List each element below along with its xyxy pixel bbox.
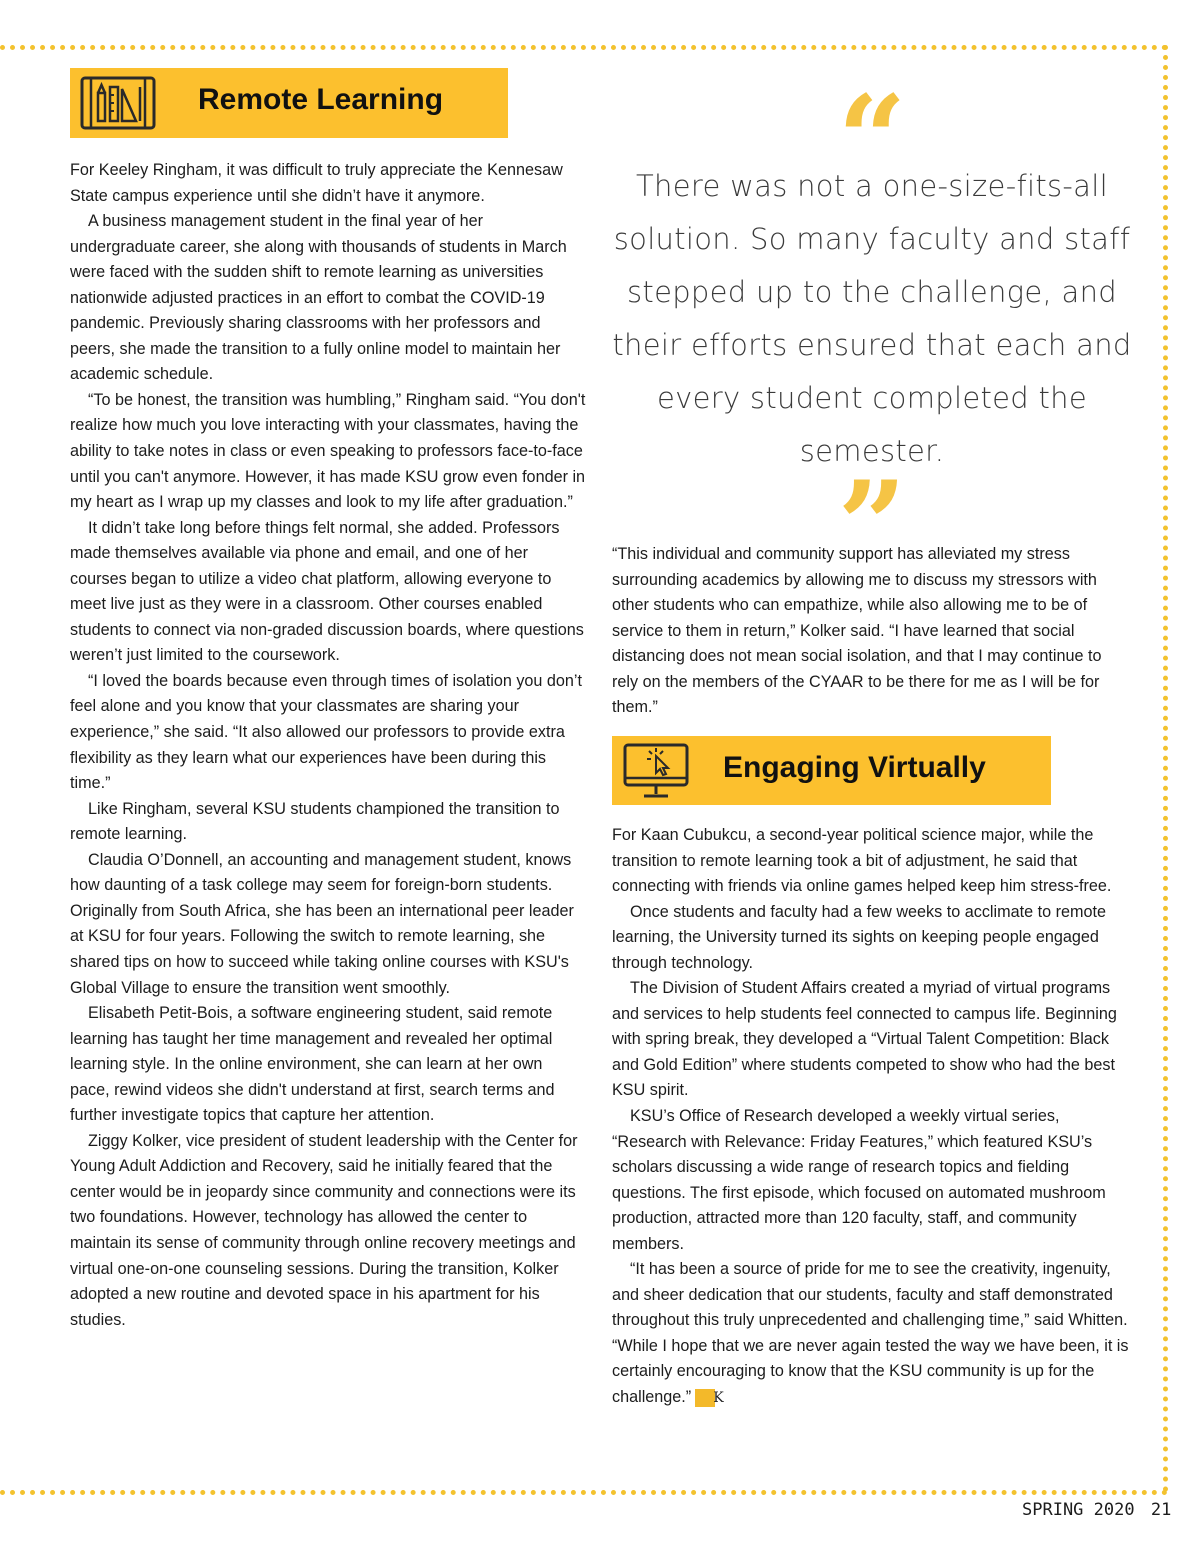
- page-number: 21: [1150, 1500, 1172, 1520]
- paragraph: “This individual and community support has alleviated my stress surrounding academics by allowing me to discuss my stressors with other students who can empathize, while also allowing me to be of service to them in return,” Kolker said. “I have learned that social distancing does not mean social isolation, and that I may continue to rely on the members of the CYAAR to be there for me as I will be for them.”: [612, 545, 1102, 717]
- paragraph: [612, 1257, 1132, 1410]
- left-column-text: [70, 158, 586, 1333]
- paragraph: For Kaan Cubukcu, a second-year political science major, while the transition to remote learning took a bit of adjustment, he said that connecting with friends via online games helped keep him stress-free.: [612, 826, 1112, 896]
- monitor-cursor-icon: [622, 742, 690, 802]
- paragraph: The Division of Student Affairs created a myriad of virtual programs and services to help students feel connected to campus life. Beginning with spring break, they developed a “Virtual Talent Competition: Black and Gold Edition” where students competed to show who had the best KSU spirit.: [612, 979, 1117, 1100]
- continued-text: [612, 542, 1132, 721]
- dotted-border-right: [1163, 45, 1168, 1493]
- issue-label: SPRING 2020: [1022, 1500, 1135, 1520]
- dotted-border-top: [0, 45, 1168, 50]
- remote-learning-banner: [70, 68, 508, 138]
- remote-learning-title: Remote Learning: [198, 83, 444, 116]
- paragraph: Once students and faculty had a few weeks to acclimate to remote learning, the University turned its sights on keeping people engaged through technology.: [612, 902, 1106, 972]
- ksu-end-mark-icon: K: [695, 1389, 715, 1407]
- paragraph: “I loved the boards because even through times of isolation you don’t feel alone and you know that your classmates are sharing your experience,” she said. “It also allowed our professors to provide extra flexibility as they learn what our experiences have been during this time.”: [70, 671, 583, 793]
- engaging-virtually-banner: [612, 736, 1051, 805]
- right-column-text: [612, 823, 1132, 1411]
- paragraph: Ziggy Kolker, vice president of student leadership with the Center for Young Adult Addiction and Recovery, said he initially feared that the center would be in jeopardy since community and connections were its two foundations. However, technology has allowed the center to maintain its sense of community through online recovery meetings and virtual one-on-one counseling sessions. During the transition, Kolker adopted a new routine and devoted space in his apartment for his studies.: [70, 1131, 578, 1329]
- open-quote-mark: “: [837, 69, 907, 210]
- paragraph: For Keeley Ringham, it was difficult to truly appreciate the Kennesaw State campus experience until she didn’t have it anymore.: [70, 161, 563, 205]
- engaging-virtually-title: Engaging Virtually: [723, 751, 986, 784]
- final-paragraph-text: “It has been a source of pride for me to see the creativity, ingenuity, and sheer dedication that our students, faculty and staff demonstrated throughout this truly unprecedented and challenging time,” said Whitten. “While I hope that we are never again tested the way we have been, it is certainly encouraging to know that the KSU community is up for the challenge.”: [612, 1260, 1129, 1407]
- pull-quote: [608, 69, 1136, 596]
- paragraph: Like Ringham, several KSU students championed the transition to remote learning.: [70, 799, 560, 844]
- close-quote-mark: ”: [837, 455, 907, 596]
- paragraph: Claudia O’Donnell, an accounting and management student, knows how daunting of a task college may seem for foreign-born students. Originally from South Africa, she has been an international peer leader at KSU for four years. Following the switch to remote learning, she shared tips on how to succeed while taking online courses with KSU's Global Village to ensure the transition went smoothly.: [70, 850, 574, 997]
- tools-icon: [80, 75, 156, 131]
- pull-quote-text: There was not a one-size-fits-all solution. So many faculty and staff stepped up to the challenge, and their efforts ensured that each and every student completed the semester.: [612, 169, 1132, 468]
- dotted-border-bottom: [0, 1490, 1168, 1495]
- paragraph: KSU’s Office of Research developed a weekly virtual series, “Research with Relevance: Friday Features,” which featured KSU’s scholars discussing a wide range of research topics and fielding questions. The first episode, which focused on automated mushroom production, attracted more than 120 faculty, staff, and community members.: [612, 1107, 1106, 1253]
- paragraph: A business management student in the final year of her undergraduate career, she along with thousands of students in March were faced with the sudden shift to remote learning as universities nationwide adjusted practices in an effort to combat the COVID-19 pandemic. Previously sharing classrooms with her professors and peers, she made the transition to a fully online model to maintain her academic schedule.: [70, 212, 567, 384]
- paragraph: “To be honest, the transition was humbling,” Ringham said. “You don't realize how much you love interacting with your classmates, having the ability to take notes in class or even speaking to professors face-to-face until you can't anymore. However, it has made KSU grow even fonder in my heart as I wrap up my classes and look to my life after graduation.”: [70, 390, 586, 512]
- paragraph: It didn’t take long before things felt normal, she added. Professors made themselves available via phone and email, and one of her courses began to utilize a video chat platform, allowing everyone to meet live just as they were in a classroom. Other courses enabled students to connect via non-graded discussion boards, where questions weren’t just limited to the coursework.: [70, 518, 584, 665]
- page-footer: [1022, 1500, 1171, 1520]
- paragraph: Elisabeth Petit-Bois, a software engineering student, said remote learning has taught her time management and revealed her optimal learning style. In the online environment, she can learn at her own pace, rewind videos she didn't understand at first, search terms and further investigate topics that capture her attention.: [70, 1004, 555, 1125]
